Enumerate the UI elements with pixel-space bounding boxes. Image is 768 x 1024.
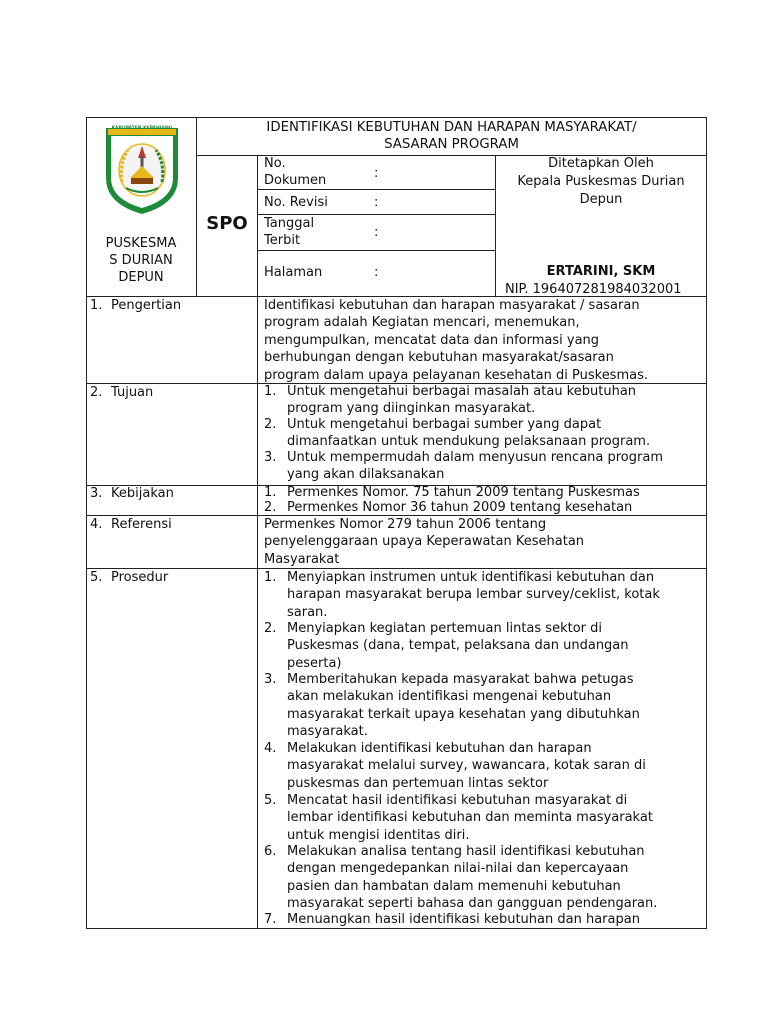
- list-item-text: [287, 740, 704, 792]
- field-halaman-label: Halaman: [264, 265, 323, 280]
- list-line: Puskesmas (dana, tempat, pelaksana dan undangan: [287, 638, 629, 654]
- list-line: peserta): [287, 655, 342, 671]
- referensi-line: Masyarakat: [264, 551, 340, 567]
- section-kebijakan-num: 3.: [90, 486, 103, 501]
- list-line: saran.: [287, 604, 328, 620]
- document-title: [197, 119, 706, 153]
- field-halaman-sep: :: [374, 265, 379, 280]
- section-tujuan-label: Tujuan: [111, 385, 154, 400]
- section-referensi-label: Referensi: [111, 517, 172, 532]
- section-pengertian-label: Pengertian: [111, 298, 182, 313]
- section-pengertian-body: [264, 297, 704, 384]
- field-divider-1: [257, 189, 495, 190]
- list-line: dengan mengedepankan nilai-nilai dan kepercayaan: [287, 861, 629, 877]
- pengertian-line: berhubungan dengan kebutuhan masyarakat/sasaran: [264, 350, 614, 366]
- section-kebijakan-list: [264, 485, 704, 515]
- list-item-number: 6.: [264, 844, 277, 859]
- list-item-text: Permenkes Nomor. 75 tahun 2009 tentang Puskesmas: [287, 485, 640, 500]
- list-item-number: 2.: [264, 417, 277, 432]
- section-tujuan-list: [264, 384, 704, 484]
- signer-name: ERTARINI, SKM: [546, 264, 656, 279]
- approval-line-1: Ditetapkan Oleh: [548, 156, 654, 171]
- pengertian-line: Identifikasi kebutuhan dan harapan masyarakat / sasaran: [264, 298, 640, 313]
- table-border-right: [706, 117, 707, 929]
- field-no-revisi-label: No. Revisi: [264, 195, 328, 210]
- list-item-number: 3.: [264, 672, 277, 687]
- section-prosedur-label: Prosedur: [111, 570, 169, 585]
- list-item-text: [287, 671, 704, 741]
- field-no-revisi-sep: :: [374, 195, 379, 210]
- approval-line-2: Kepala Puskesmas Durian: [517, 174, 685, 189]
- list-line: masyarakat melalui survey, wawancara, kotak saran di: [287, 758, 646, 774]
- referensi-line: Permenkes Nomor 279 tahun 2006 tentang: [264, 517, 547, 532]
- org-name-line-3: DEPUN: [118, 270, 164, 285]
- referensi-line: penyelenggaraan upaya Keperawatan Kesehatan: [264, 534, 585, 550]
- list-line: untuk mengisi identitas diri.: [287, 827, 470, 843]
- section-referensi-num: 4.: [90, 517, 103, 532]
- header-divider-spo: [257, 155, 258, 296]
- section-prosedur-list: [264, 569, 704, 927]
- list-item-text: [287, 384, 704, 417]
- list-line: dimanfaatkan untuk mendukung pelaksanaan program.: [287, 433, 651, 449]
- district-logo: [104, 126, 180, 216]
- list-line: Memberitahukan kepada masyarakat bahwa petugas: [287, 672, 634, 687]
- pengertian-line: mengumpulkan, mencatat data dan informasi yang: [264, 332, 600, 348]
- document-title-line-1: IDENTIFIKASI KEBUTUHAN DAN HARAPAN MASYARAKAT/: [266, 120, 637, 135]
- table-border-bottom: [86, 928, 707, 929]
- approval-block: [496, 155, 706, 209]
- list-item-number: 1.: [264, 384, 277, 399]
- field-no-dokumen-label-1: No.: [264, 156, 286, 171]
- pengertian-line: program adalah Kegiatan mencari, menemukan,: [264, 315, 580, 331]
- list-line: Untuk mengetahui berbagai masalah atau kebutuhan: [287, 384, 637, 399]
- table-border-left: [86, 117, 87, 929]
- list-item-text: [287, 620, 704, 672]
- section-tujuan-num: 2.: [90, 385, 103, 400]
- pengertian-line: program dalam upaya pelayanan kesehatan di Puskesmas.: [264, 367, 648, 383]
- section-prosedur-num: 5.: [90, 570, 103, 585]
- list-line: Mencatat hasil identifikasi kebutuhan masyarakat di: [287, 793, 628, 808]
- field-no-dokumen-label-2: Dokumen: [264, 173, 327, 188]
- list-line: harapan masyarakat berupa lembar survey/ceklist, kotak: [287, 587, 660, 603]
- table-border-top: [86, 117, 707, 118]
- signer-nip: NIP. 196407281984032001: [505, 282, 682, 297]
- list-line: puskesmas dan pertemuan lintas sektor: [287, 775, 549, 791]
- org-name-line-2: S DURIAN: [109, 253, 173, 268]
- section-pengertian-num: 1.: [90, 298, 103, 313]
- list-item-number: 1.: [264, 485, 277, 500]
- list-item-number: 2.: [264, 621, 277, 636]
- list-line: program yang diinginkan masyarakat.: [287, 400, 536, 416]
- list-line: Menyiapkan kegiatan pertemuan lintas sektor di: [287, 621, 602, 636]
- field-tanggal-label-2: Terbit: [264, 233, 301, 248]
- list-item-text: Menuangkan hasil identifikasi kebutuhan dan harapan: [287, 912, 640, 927]
- list-item-number: 1.: [264, 570, 277, 585]
- org-name: [88, 235, 194, 286]
- field-tanggal-terbit-sep: :: [374, 225, 379, 240]
- list-item-text: Permenkes Nomor 36 tahun 2009 tentang kesehatan: [287, 500, 633, 515]
- list-line: Menyiapkan instrumen untuk identifikasi kebutuhan dan: [287, 570, 655, 585]
- list-item-text: [287, 792, 704, 844]
- section-referensi-body: [264, 516, 704, 568]
- list-item-text: [287, 843, 704, 913]
- field-divider-3: [257, 250, 495, 251]
- field-no-dokumen-sep: :: [374, 166, 379, 181]
- list-line: pasien dan hambatan dalam memenuhi kebutuhan: [287, 878, 621, 894]
- field-no-dokumen-label: [264, 155, 374, 189]
- list-line: masyarakat terkait upaya kesehatan yang dibutuhkan: [287, 706, 640, 722]
- list-line: Untuk mengetahui berbagai sumber yang dapat: [287, 417, 602, 432]
- list-item-number: 7.: [264, 912, 277, 927]
- list-item-number: 3.: [264, 450, 277, 465]
- body-column-divider: [257, 296, 258, 929]
- list-item-text: [287, 450, 704, 483]
- document-title-line-2: SASARAN PROGRAM: [384, 137, 519, 152]
- org-name-line-1: PUSKESMA: [105, 236, 177, 251]
- list-line: masyarakat seperti bahasa dan gangguan pendengaran.: [287, 896, 658, 912]
- list-line: yang akan dilaksanakan: [287, 466, 445, 482]
- list-line: Untuk mempermudah dalam menyusun rencana program: [287, 450, 663, 465]
- list-line: Melakukan identifikasi kebutuhan dan harapan: [287, 741, 592, 756]
- list-line: masyarakat.: [287, 724, 368, 740]
- list-item-text: [287, 417, 704, 450]
- list-line: lembar identifikasi kebutuhan dan meminta masyarakat: [287, 810, 653, 826]
- logo-caption: KABUPATEN KEPAHIANG: [111, 126, 173, 131]
- section-kebijakan-label: Kebijakan: [111, 486, 174, 501]
- list-line: akan melakukan identifikasi mengenai kebutuhan: [287, 689, 612, 705]
- field-tanggal-label-1: Tanggal: [264, 216, 315, 231]
- list-item-number: 2.: [264, 500, 277, 515]
- list-item-number: 4.: [264, 741, 277, 756]
- approval-line-3: Depun: [579, 192, 623, 207]
- list-line: Melakukan analisa tentang hasil identifikasi kebutuhan: [287, 844, 645, 859]
- list-item-number: 5.: [264, 793, 277, 808]
- field-tanggal-terbit-label: [264, 215, 374, 249]
- spo-label: SPO: [206, 213, 248, 234]
- list-item-text: [287, 569, 704, 621]
